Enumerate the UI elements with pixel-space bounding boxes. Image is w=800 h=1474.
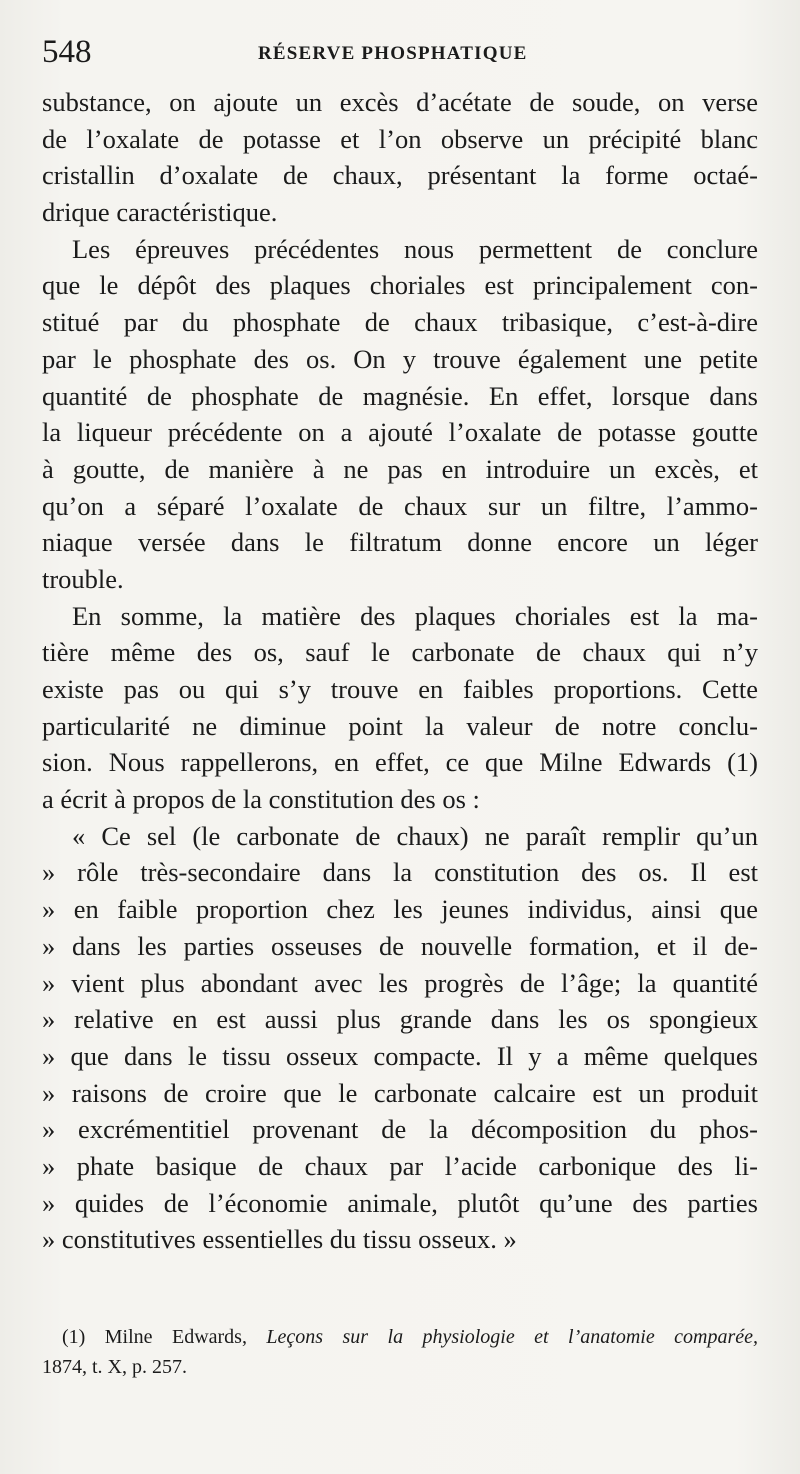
text-line: particularité ne diminue point la valeur de notre conclu- [42, 710, 758, 741]
text-line: substance, on ajoute un excès d’acétate de soude, on verse [42, 87, 758, 117]
text-line: quantité de phosphate de magnésie. En effet, lorsque dans [42, 380, 758, 411]
body-text [42, 84, 758, 1258]
text-line: qu’on a séparé l’oxalate de chaux sur un filtre, l’ammo- [42, 490, 758, 521]
text-line: » dans les parties osseuses de nouvelle formation, et il de- [42, 930, 758, 961]
footnote-title: Leçons sur la physiologie et l’anatomie comparée, [266, 1326, 758, 1348]
text-line: drique caractéristique. [42, 197, 278, 228]
text-line: » rôle très-secondaire dans la constitution des os. Il est [42, 857, 758, 888]
text-line: » quides de l’économie animale, plutôt qu’une des parties [42, 1187, 758, 1218]
footnote-line: 1874, t. X, p. 257. [42, 1356, 187, 1378]
text-line: « Ce sel (le carbonate de chaux) ne paraît remplir qu’un [72, 820, 758, 851]
text-line: » en faible proportion chez les jeunes individus, ainsi que [42, 894, 758, 925]
footnote-line [42, 1322, 758, 1352]
footnote-ref: (1) Milne Edwards, [62, 1326, 267, 1348]
text-line: que le dépôt des plaques choriales est principalement con- [42, 270, 758, 301]
text-line: existe pas ou qui s’y trouve en faibles proportions. Cette [42, 674, 758, 704]
text-line: par le phosphate des os. On y trouve également une petite [42, 343, 758, 374]
text-line: cristallin d’oxalate de chaux, présentant la forme octaé- [42, 160, 758, 191]
text-line: » vient plus abondant avec les progrès de l’âge; la quantité [42, 967, 758, 998]
text-line: Les épreuves précédentes nous permettent de conclure [72, 233, 758, 264]
text-line: » relative en est aussi plus grande dans les os spongieux [42, 1004, 758, 1035]
text-line: sion. Nous rappellerons, en effet, ce que Milne Edwards (1) [42, 747, 758, 778]
footnote [42, 1322, 758, 1382]
text-line: » excrémentitiel provenant de la décomposition du phos- [42, 1114, 758, 1145]
text-line: à goutte, de manière à ne pas en introduire un excès, et [42, 453, 758, 484]
page-number: 548 [42, 34, 92, 70]
text-line: » raisons de croire que le carbonate calcaire est un produit [42, 1077, 758, 1108]
text-line: tière même des os, sauf le carbonate de chaux qui n’y [42, 637, 758, 668]
running-title: RÉSERVE PHOSPHATIQUE [258, 43, 528, 64]
text-line: la liqueur précédente on a ajouté l’oxalate de potasse goutte [42, 417, 758, 448]
text-line: trouble. [42, 563, 124, 594]
text-line: a écrit à propos de la constitution des os : [42, 784, 480, 815]
text-line: niaque versée dans le filtratum donne encore un léger [42, 527, 758, 558]
text-line: En somme, la matière des plaques choriales est la ma- [72, 600, 758, 631]
text-line: stitué par du phosphate de chaux tribasique, c’est-à-dire [42, 307, 758, 338]
page-header [42, 30, 758, 74]
text-line: » que dans le tissu osseux compacte. Il y a même quelques [42, 1040, 758, 1071]
text-line: de l’oxalate de potasse et l’on observe un précipité blanc [42, 123, 758, 154]
text-line: » phate basique de chaux par l’acide carbonique des li- [42, 1150, 758, 1181]
text-line: » constitutives essentielles du tissu osseux. » [42, 1224, 517, 1255]
